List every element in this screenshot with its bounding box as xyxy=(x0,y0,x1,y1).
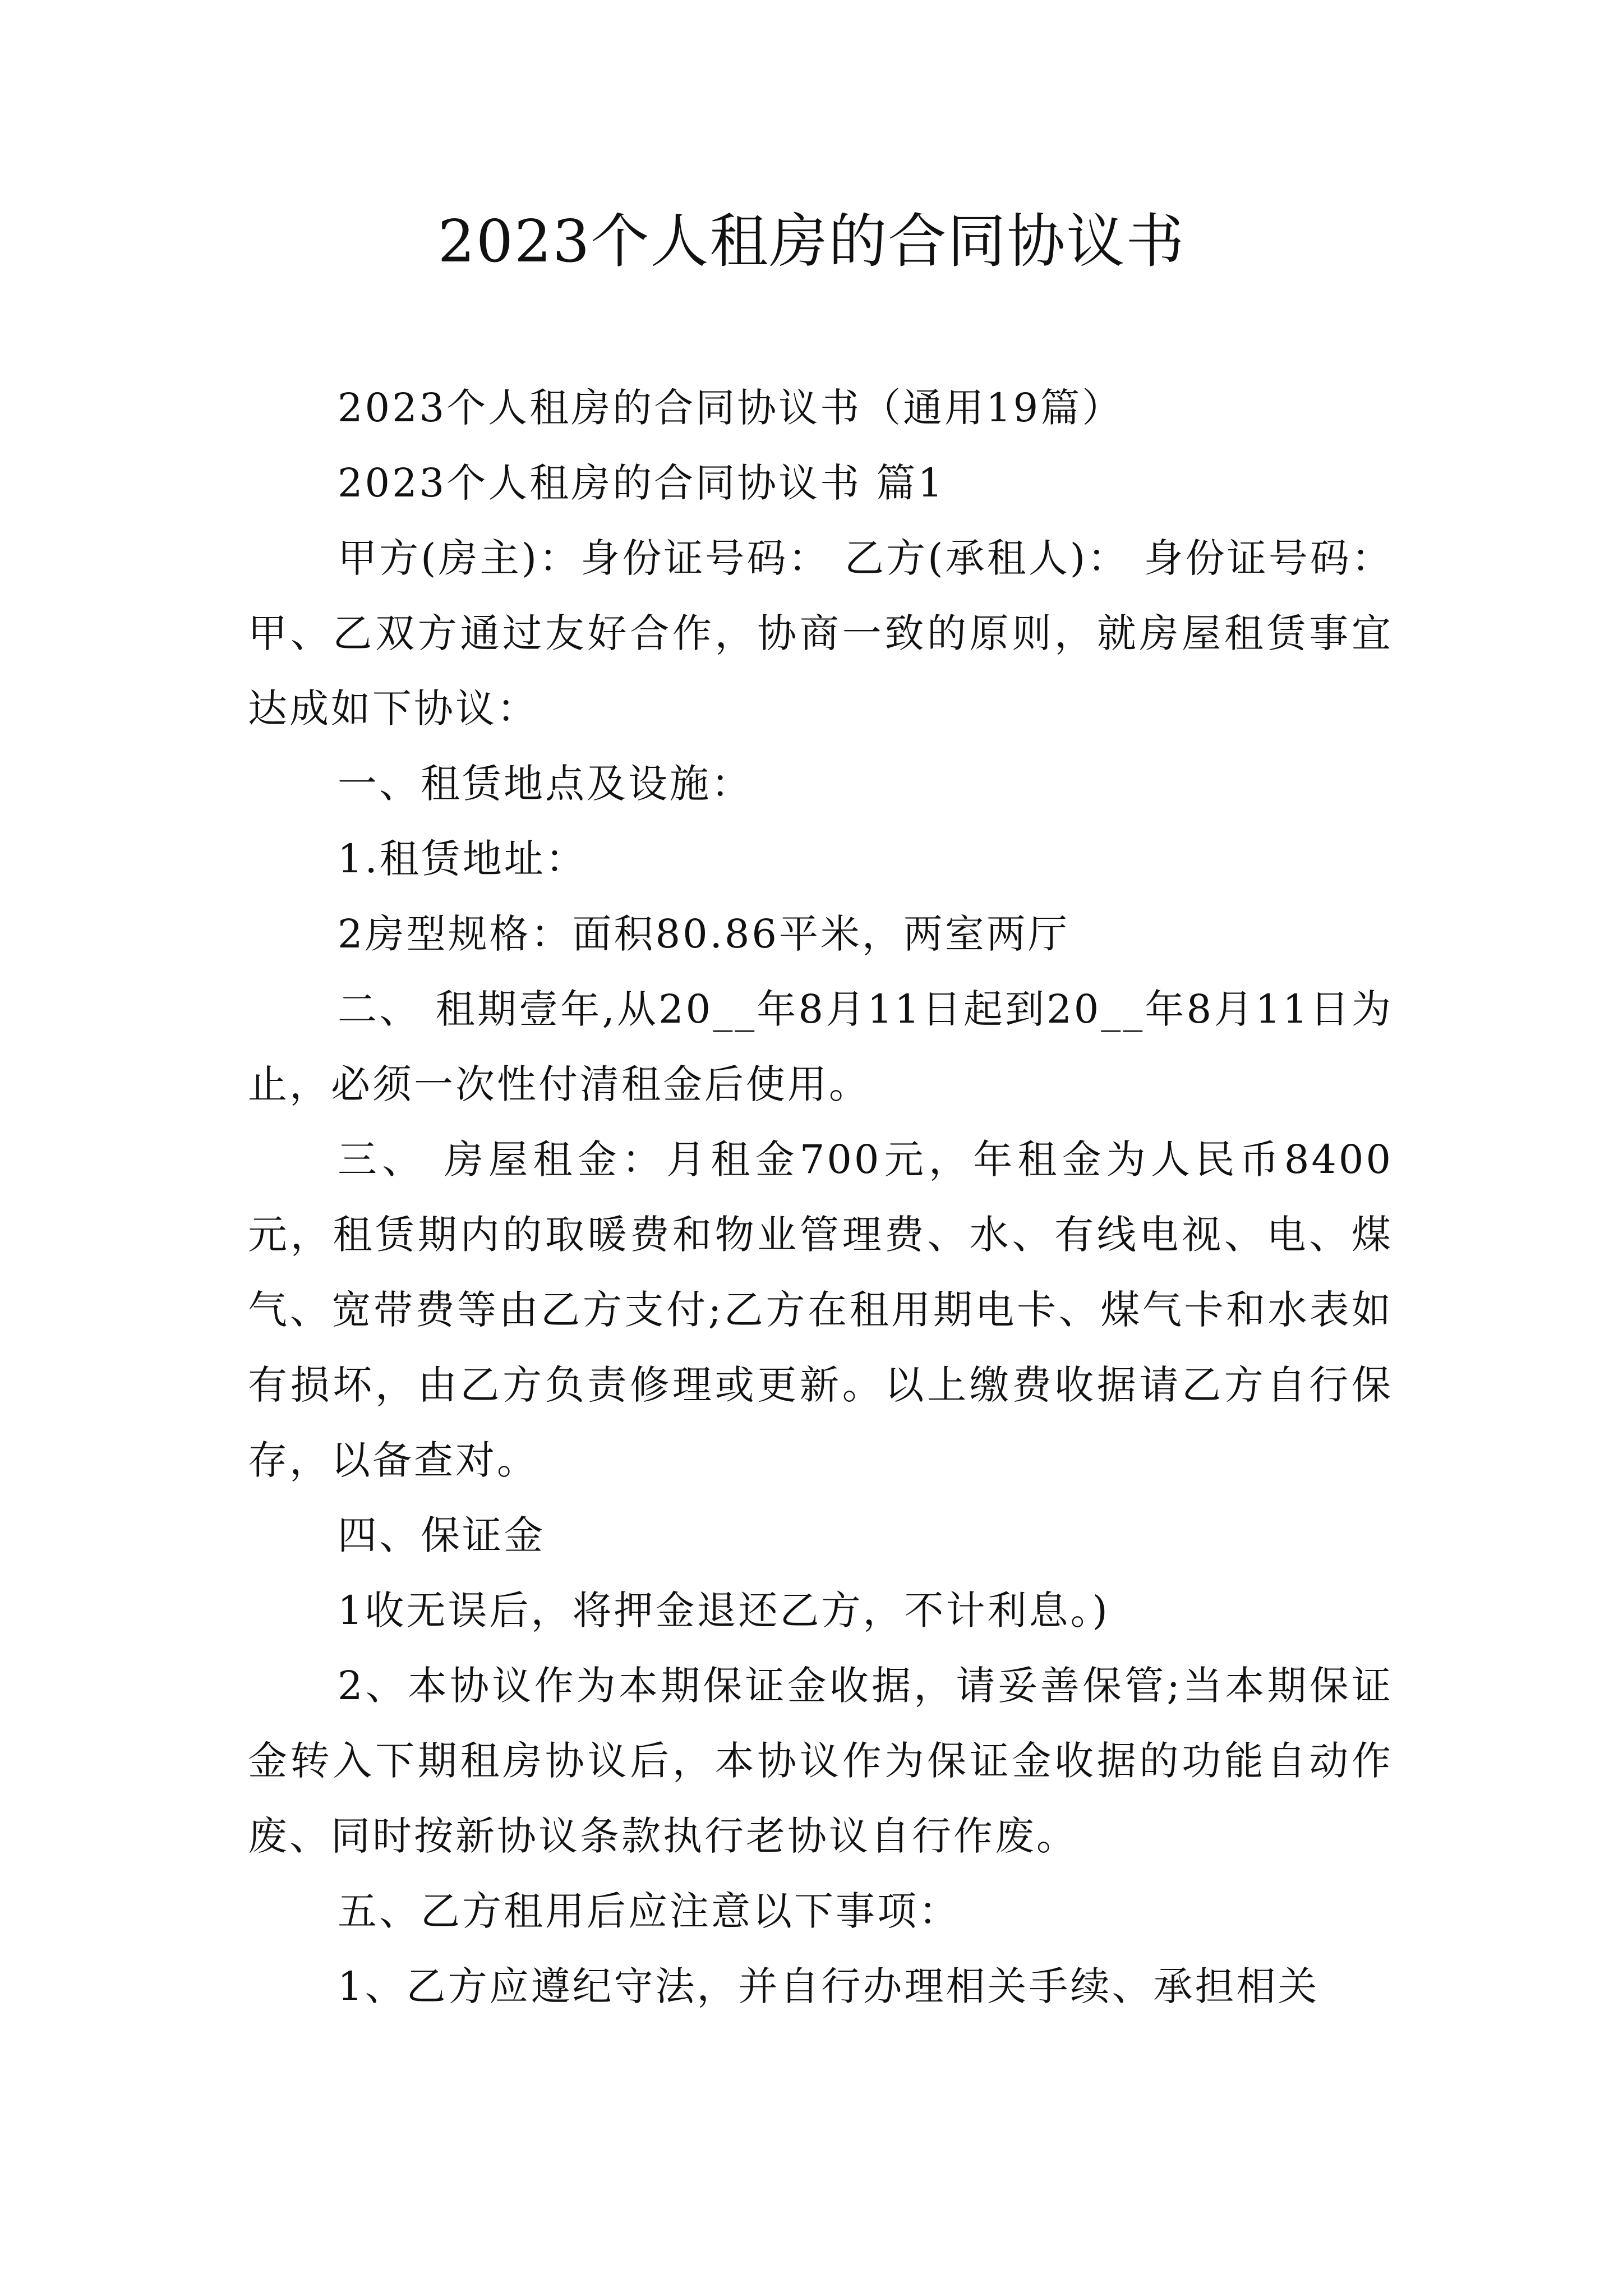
paragraph-clause-5-heading: 五、乙方租用后应注意以下事项： xyxy=(338,1888,960,1934)
paragraph-notice-1: 1、乙方应遵纪守法，并自行办理相关手续、承担相关 xyxy=(338,1963,1320,2009)
paragraph-clause-1-heading: 一、租赁地点及设施： xyxy=(338,761,753,807)
paragraph-section-heading: 2023个人租房的合同协议书 篇1 xyxy=(338,460,945,506)
document-body xyxy=(248,370,1393,2024)
paragraph-deposit-2: 2、本协议作为本期保证金收据，请妥善保管;当本期保证金转入下期租房协议后，本协议作为保证金收据的功能自动作废、同时按新协议条款执行老协议自行作废。 xyxy=(248,1663,1393,1859)
paragraph-address: 1.租赁地址： xyxy=(338,836,587,882)
paragraph-deposit-1: 1收无误后，将押金退还乙方，不计利息。) xyxy=(338,1588,1110,1634)
paragraph-subtitle: 2023个人租房的合同协议书（通用19篇） xyxy=(338,385,1124,431)
paragraph-parties: 甲方(房主)：身份证号码： 乙方(承租人)： 身份证号码： 甲、乙双方通过友好合作，协商一致的原则，就房屋租赁事宜达成如下协议： xyxy=(248,535,1393,731)
paragraph-clause-2-term: 二、 租期壹年,从20__年8月11日起到20__年8月11日为止，必须一次性付清租金后使用。 xyxy=(248,986,1393,1107)
paragraph-room-spec: 2房型规格：面积80.86平米，两室两厅 xyxy=(338,911,1069,957)
paragraph-clause-3-rent: 三、 房屋租金：月租金700元，年租金为人民币8400元，租赁期内的取暖费和物业管理费、水、有线电视、电、煤气、宽带费等由乙方支付;乙方在租用期电卡、煤气卡和水表如有损坏，由乙方负责修理或更新。以上缴费收据请乙方自行保存，以备查对。 xyxy=(248,1137,1393,1483)
document-title: 2023个人租房的合同协议书 xyxy=(437,207,1186,275)
paragraph-clause-4-heading: 四、保证金 xyxy=(338,1512,545,1558)
